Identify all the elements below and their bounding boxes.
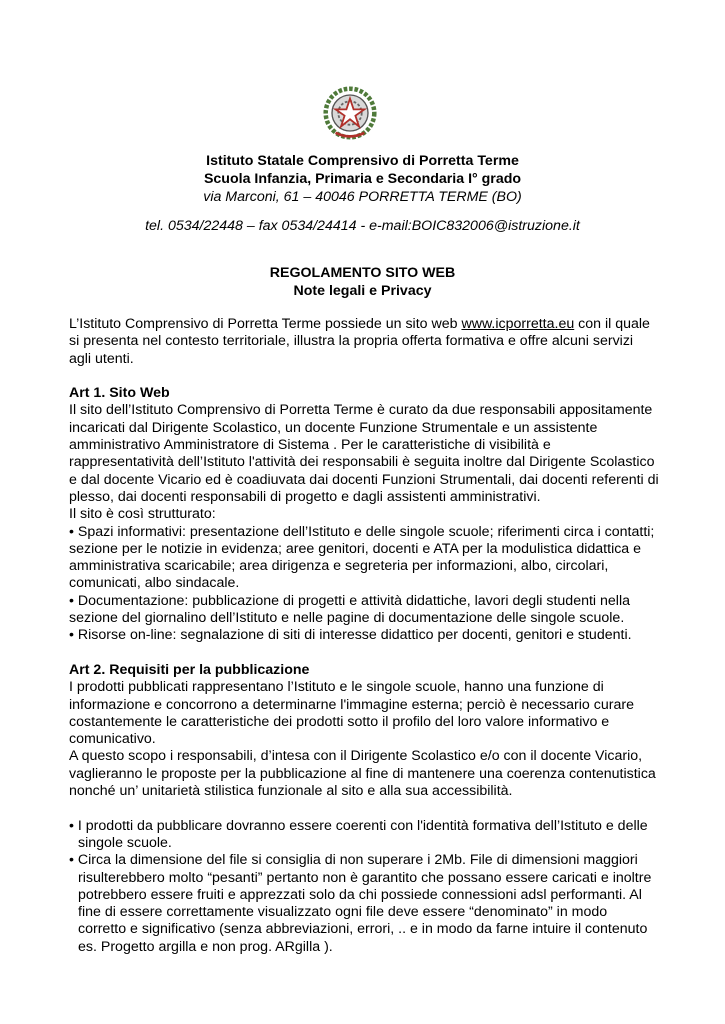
art2-paragraph-2: A questo scopo i responsabili, d’intesa con il Dirigente Scolastico e/o con il docente Vicario, vaglieranno le proposte per la pubblicazione al fine di mantenere una coerenza contenutistica nonché un’ unitarietà stilistica funzionale al sito e alla sua accessibilità.	[69, 748, 656, 800]
school-header	[60, 152, 665, 206]
document-title	[60, 264, 665, 300]
art2-heading: Art 2. Requisiti per la pubblicazione	[69, 661, 310, 678]
document-body	[69, 316, 659, 956]
title-line-2: Note legali e Privacy	[293, 283, 432, 299]
art1-heading: Art 1. Sito Web	[69, 385, 170, 402]
republic-emblem-icon	[323, 86, 377, 140]
art1-structure-intro: Il sito è così strutturato:	[69, 506, 216, 523]
school-address: via Marconi, 61 – 40046 PORRETTA TERME (BO)	[203, 189, 522, 205]
art2-bullet: • I prodotti da pubblicare dovranno essere coerenti con l'identità formativa dell’Istituto e delle singole scuole.	[69, 817, 648, 851]
art1-bullet: • Documentazione: pubblicazione di progetti e attività didattiche, lavori degli studenti nella sezione del giornalino dell’Istituto e nelle pagine di documentazione delle singole scuole.	[69, 592, 630, 627]
contact-line: tel. 0534/22448 – fax 0534/24414 - e-mail:BOIC832006@istruzione.it	[145, 218, 580, 234]
website-link[interactable]: www.icporretta.eu	[461, 316, 575, 332]
art2-bullet: • Circa la dimensione del file si consiglia di non superare i 2Mb. File di dimensioni maggiori risulterebbero molto “pesanti” pertanto non è garantito che possano essere caricati e inoltre potrebbero essere fruiti e apprezzati solo da chi possiede connessioni adsl performanti. Al fine di essere correttamente visualizzato ogni file deve essere “denominato” in modo corretto e significativo (senza abbreviazioni, errori, .. e in modo da farne intuire il contenuto es. Progetto argilla e non prog. ARgilla ).	[69, 852, 652, 955]
title-line-1: REGOLAMENTO SITO WEB	[269, 265, 456, 281]
art1-bullet: • Spazi informativi: presentazione dell’Istituto e delle singole scuole; riferimenti circa i contatti; sezione per le notizie in evidenza; aree genitori, docenti e ATA per la modulistica didattica e amministrativa scaricabile; area dirigenza e segreteria per informazioni, albo, circolari, comunicati, albo sindacale.	[69, 523, 655, 592]
art2-paragraph-1: I prodotti pubblicati rappresentano l’Istituto e le singole scuole, hanno una funzione di informazione e concorrono a determinarne l'immagine esterna; perciò è necessario curare costantemente le caratteristiche dei prodotti sotto il profilo del loro valore informativo e comunicativo.	[69, 679, 634, 748]
school-name: Istituto Statale Comprensivo di Porretta Terme	[206, 153, 519, 169]
intro-paragraph: L’Istituto Comprensivo di Porretta Terme possiede un sito web www.icporretta.eu con il quale si presenta nel contesto territoriale, illustra la propria offerta formativa e offre alcuni servizi agli utenti.	[69, 316, 650, 367]
art1-paragraph: Il sito dell’Istituto Comprensivo di Porretta Terme è curato da due responsabili appositamente incaricati dal Dirigente Scolastico, un docente Funzione Strumentale e un assistente amministrativo Amministratore di Sistema . Per le caratteristiche di visibilità e rappresentatività dell’Istituto l'attività dei responsabili è seguita inoltre dal Dirigente Scolastico e dal docente Vicario ed è coadiuvata dai docenti Funzioni Strumentali, dai docenti referenti di plesso, dai docenti responsabili di progetto e dagli assistenti amministrativi.	[69, 402, 659, 505]
school-levels: Scuola Infanzia, Primaria e Secondaria I° grado	[203, 171, 522, 187]
art1-bullet: • Risorse on-line: segnalazione di siti di interesse didattico per docenti, genitori e studenti.	[69, 627, 632, 644]
